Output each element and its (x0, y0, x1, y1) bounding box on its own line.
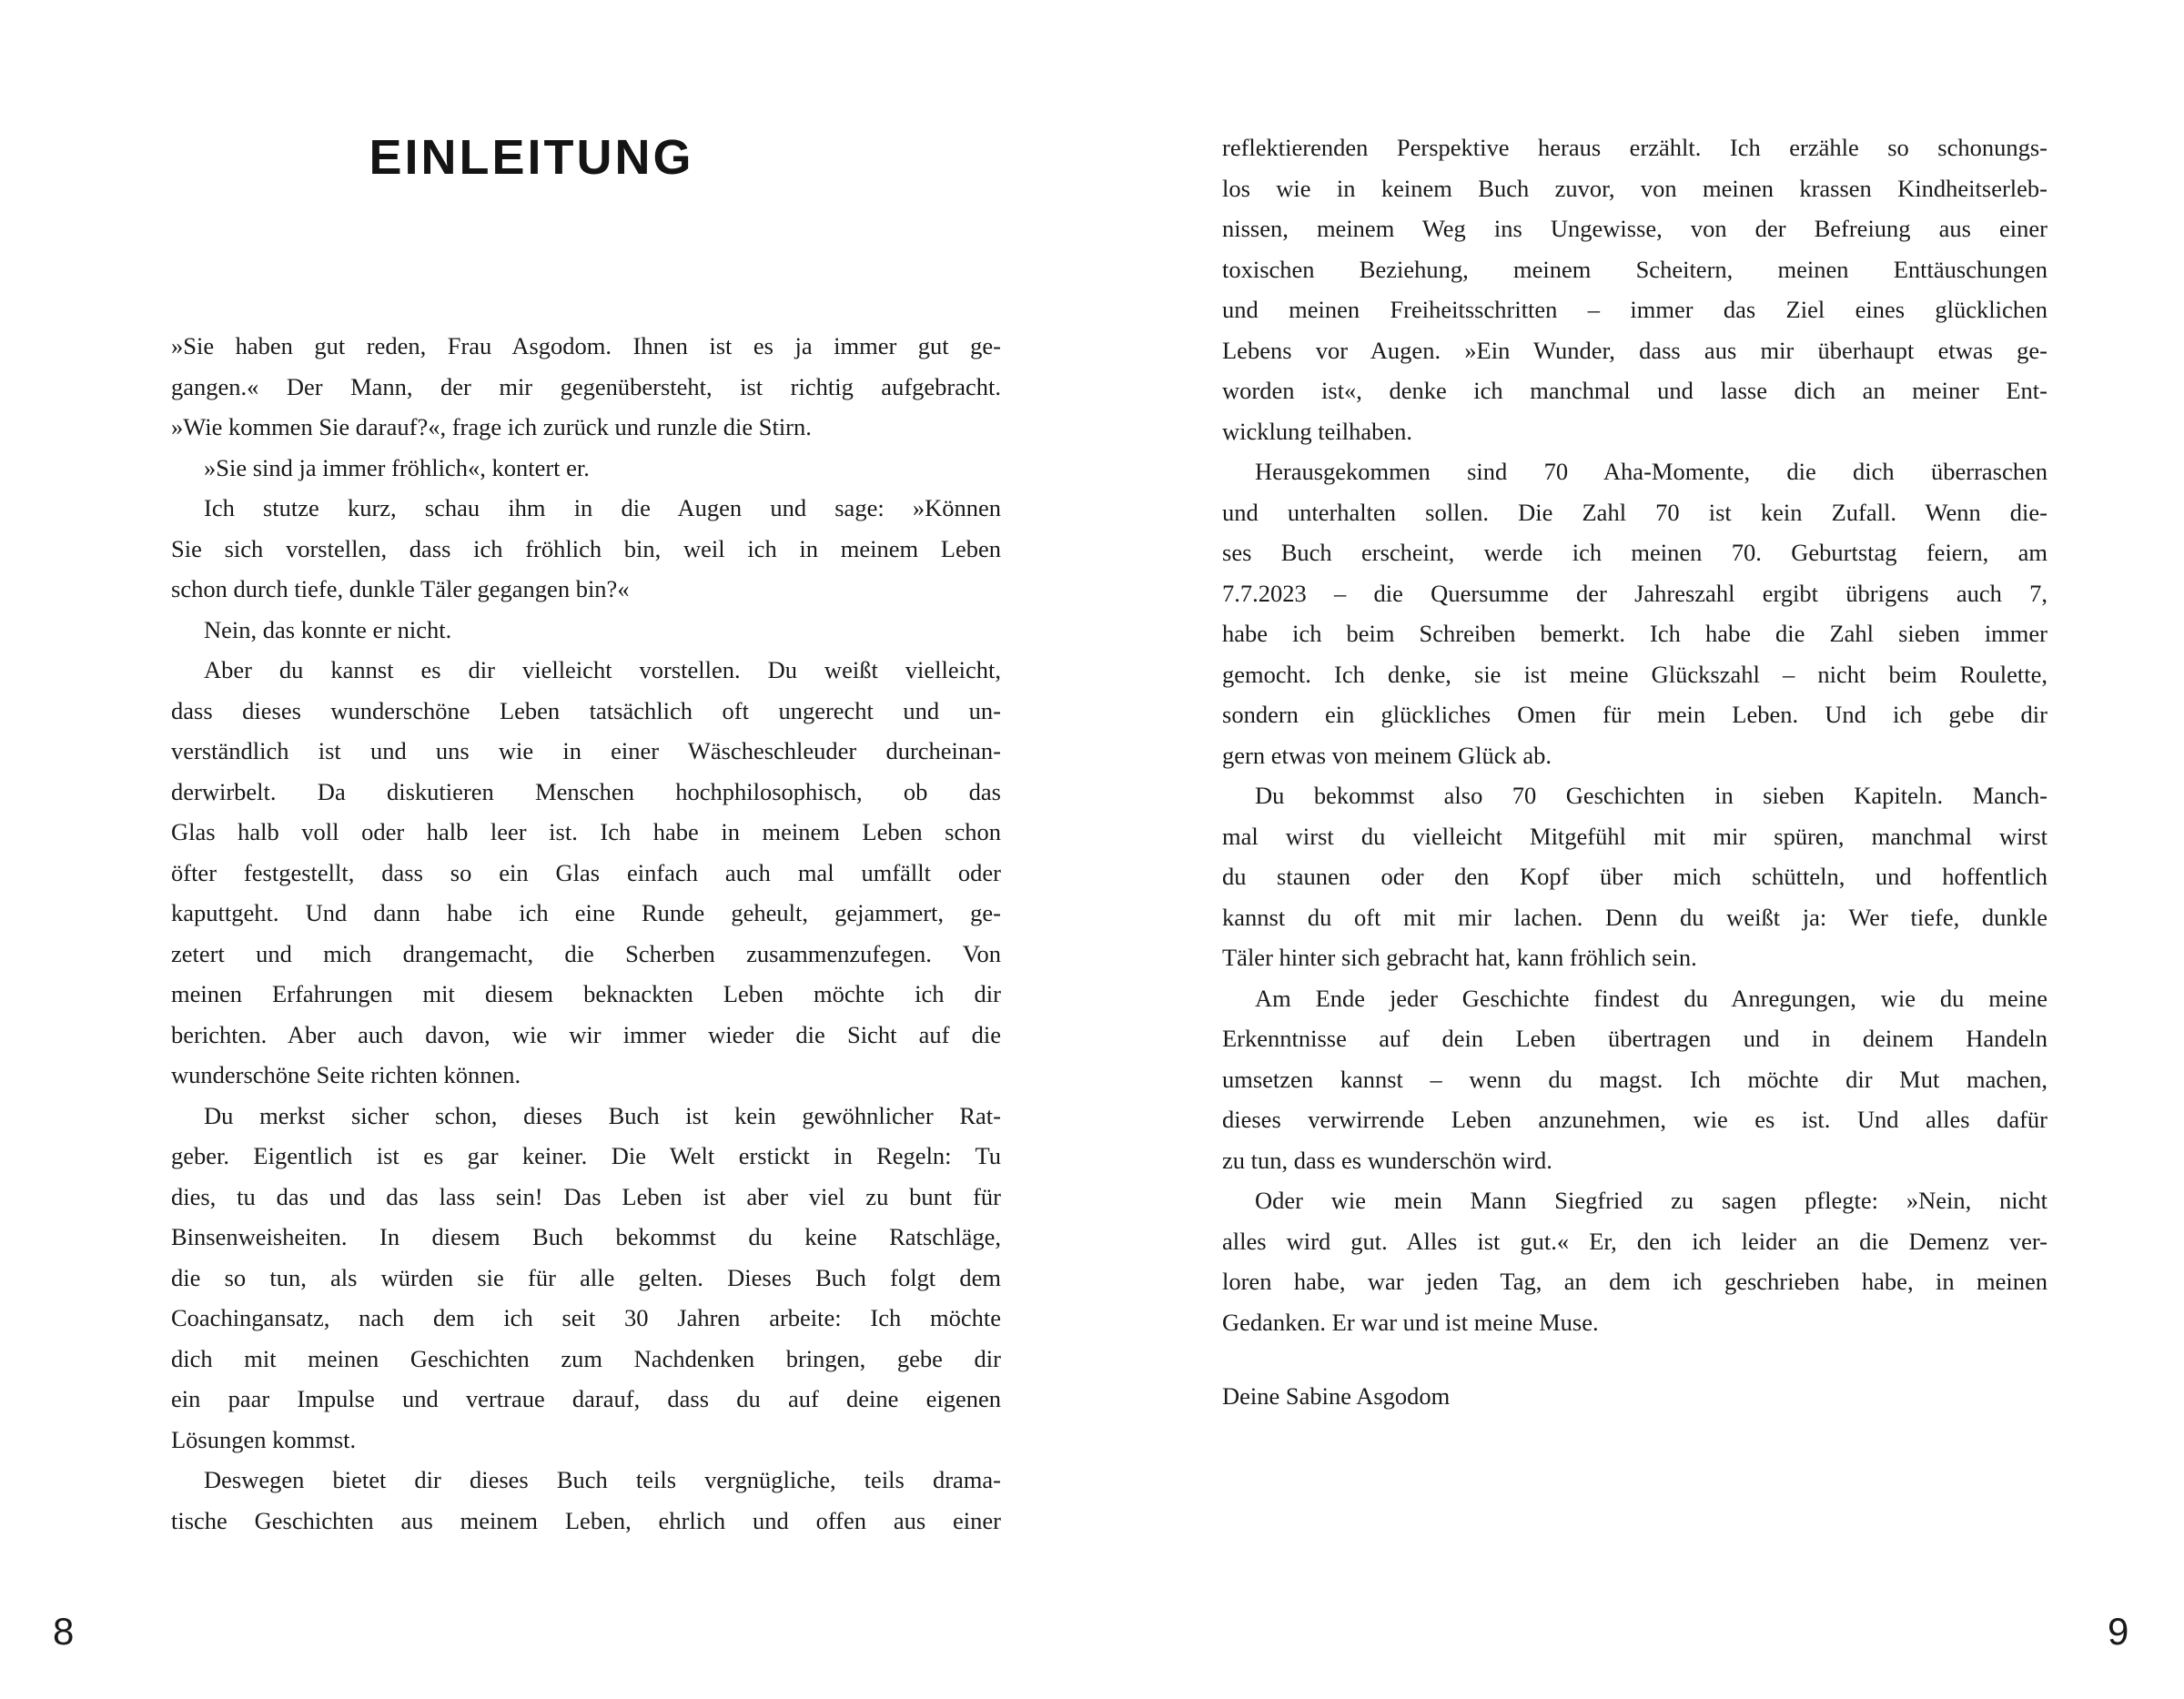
text-line: kaputtgeht. Und dann habe ich eine Runde geheult, gejammert, ge- (171, 899, 1001, 926)
text-line: Täler hinter sich gebracht hat, kann fröhlich sein. (1222, 944, 1697, 971)
paragraph (1222, 775, 2048, 978)
text-line: schon durch tiefe, dunkle Täler gegangen bin?« (171, 575, 630, 602)
text-line: Erkenntnisse auf dein Leben übertragen und in deinem Handeln (1222, 1025, 2048, 1052)
text-line: sondern ein glückliches Omen für mein Leben. Und ich gebe dir (1222, 701, 2048, 728)
text-line: ses Buch erscheint, werde ich meinen 70. Geburtstag feiern, am (1222, 539, 2048, 566)
text-line: »Wie kommen Sie darauf?«, frage ich zurück und runzle die Stirn. (171, 413, 812, 440)
text-line: umsetzen kannst – wenn du magst. Ich möchte dir Mut machen, (1222, 1065, 2048, 1093)
text-line: gern etwas von meinem Glück ab. (1222, 741, 1552, 769)
text-line: alles wird gut. Alles ist gut.« Er, den ich leider an die Demenz ver- (1222, 1227, 2048, 1255)
paragraph (1222, 1180, 2048, 1342)
text-line: berichten. Aber auch davon, wie wir immer wieder die Sicht auf die (171, 1020, 1001, 1048)
text-line: toxischen Beziehung, meinem Scheitern, meinen Enttäuschungen (1222, 255, 2048, 283)
text-line: Nein, das konnte er nicht. (204, 615, 452, 643)
text-line: Glas halb voll oder halb leer ist. Ich habe in meinem Leben schon (171, 818, 1001, 845)
text-line: kannst du oft mit mir lachen. Denn du weißt ja: Wer tiefe, dunkle (1222, 903, 2048, 931)
paragraph (171, 650, 1001, 1096)
text-line: zetert und mich drangemacht, die Scherben zusammenzufegen. Von (171, 939, 1001, 967)
text-line: Du merkst sicher schon, dieses Buch ist kein gewöhnlicher Rat- (204, 1101, 1001, 1129)
chapter-title: EINLEITUNG (369, 130, 694, 185)
text-line: »Sie sind ja immer fröhlich«, kontert er. (204, 453, 590, 481)
text-line: wunderschöne Seite richten können. (171, 1061, 521, 1088)
right-page (1092, 0, 2184, 1699)
left-text-column (171, 326, 1001, 1541)
paragraph (171, 448, 1001, 489)
page-number-left: 8 (53, 1610, 75, 1653)
text-line: reflektierenden Perspektive heraus erzählt. Ich erzähle so schonungs- (1222, 134, 2048, 161)
text-line: habe ich beim Schreiben bemerkt. Ich habe die Zahl sieben immer (1222, 620, 2048, 647)
text-line: tische Geschichten aus meinem Leben, ehrlich und offen aus einer (171, 1506, 1001, 1534)
text-line: mal wirst du vielleicht Mitgefühl mit mir spüren, manchmal wirst (1222, 822, 2048, 850)
right-text-column (1222, 127, 2048, 1342)
paragraph (1222, 451, 2048, 775)
page-number-right: 9 (2108, 1610, 2129, 1653)
text-line: die so tun, als würden sie für alle gelten. Dieses Buch folgt dem (171, 1263, 1001, 1291)
paragraph (171, 1460, 1001, 1541)
text-line: Am Ende jeder Geschichte findest du Anregungen, wie du meine (1255, 984, 2048, 1012)
text-line: Aber du kannst es dir vielleicht vorstellen. Du weißt vielleicht, (204, 656, 1001, 683)
text-line: wicklung teilhaben. (1222, 417, 1412, 445)
text-line: Herausgekommen sind 70 Aha-Momente, die dich überraschen (1255, 458, 2048, 485)
paragraph (171, 1096, 1001, 1461)
text-line: du staunen oder den Kopf über mich schütteln, und hoffentlich (1222, 863, 2048, 890)
text-line: loren habe, war jeden Tag, an dem ich geschrieben habe, in meinen (1222, 1268, 2048, 1295)
paragraph (171, 326, 1001, 448)
text-line: und unterhalten sollen. Die Zahl 70 ist kein Zufall. Wenn die- (1222, 498, 2048, 526)
text-line: gangen.« Der Mann, der mir gegenübersteht, ist richtig aufgebracht. (171, 372, 1001, 400)
text-line: öfter festgestellt, dass so ein Glas einfach auch mal umfällt oder (171, 858, 1001, 886)
text-line: Du bekommst also 70 Geschichten in sieben Kapiteln. Manch- (1255, 782, 2048, 809)
paragraph (1222, 127, 2048, 451)
text-line: Gedanken. Er war und ist meine Muse. (1222, 1308, 1599, 1336)
text-line: Deswegen bietet dir dieses Buch teils vergnügliche, teils drama- (204, 1466, 1001, 1493)
text-line: zu tun, dass es wunderschön wird. (1222, 1146, 1552, 1174)
text-line: derwirbelt. Da diskutieren Menschen hochphilosophisch, ob das (171, 777, 1001, 805)
text-line: »Sie haben gut reden, Frau Asgodom. Ihnen ist es ja immer gut ge- (171, 332, 1001, 359)
paragraph (171, 610, 1001, 651)
text-line: meinen Erfahrungen mit diesem beknackten Leben möchte ich dir (171, 980, 1001, 1007)
text-line: Oder wie mein Mann Siegfried zu sagen pflegte: »Nein, nicht (1255, 1187, 2048, 1214)
signature: Deine Sabine Asgodom (1222, 1382, 1451, 1410)
paragraph (1222, 978, 2048, 1181)
text-line: Coachingansatz, nach dem ich seit 30 Jahren arbeite: Ich möchte (171, 1304, 1001, 1331)
text-line: geber. Eigentlich ist es gar keiner. Die Welt erstickt in Regeln: Tu (171, 1142, 1001, 1169)
text-line: ein paar Impulse und vertraue darauf, dass du auf deine eigenen (171, 1385, 1001, 1412)
text-line: dies, tu das und das lass sein! Das Leben ist aber viel zu bunt für (171, 1182, 1001, 1210)
text-line: Sie sich vorstellen, dass ich fröhlich bin, weil ich in meinem Leben (171, 534, 1001, 562)
text-line: dass dieses wunderschöne Leben tatsächlich oft ungerecht und un- (171, 696, 1001, 724)
text-line: und meinen Freiheitsschritten – immer das Ziel eines glücklichen (1222, 296, 2048, 323)
text-line: Lebens vor Augen. »Ein Wunder, dass aus mir überhaupt etwas ge- (1222, 336, 2048, 364)
text-line: Binsenweisheiten. In diesem Buch bekommst du keine Ratschläge, (171, 1223, 1001, 1250)
paragraph (171, 488, 1001, 610)
text-line: nissen, meinem Weg ins Ungewisse, von der Befreiung aus einer (1222, 215, 2048, 242)
text-line: worden ist«, denke ich manchmal und lasse dich an meiner Ent- (1222, 377, 2048, 404)
text-line: dich mit meinen Geschichten zum Nachdenken bringen, gebe dir (171, 1344, 1001, 1372)
text-line: Lösungen kommst. (171, 1425, 357, 1453)
text-line: los wie in keinem Buch zuvor, von meinen krassen Kindheitserleb- (1222, 174, 2048, 202)
text-line: verständlich ist und uns wie in einer Wäscheschleuder durcheinan- (171, 737, 1001, 764)
text-line: dieses verwirrende Leben anzunehmen, wie es ist. Und alles dafür (1222, 1106, 2048, 1133)
text-line: 7.7.2023 – die Quersumme der Jahreszahl ergibt übrigens auch 7, (1222, 579, 2048, 607)
text-line: Ich stutze kurz, schau ihm in die Augen und sage: »Können (204, 494, 1001, 521)
text-line: gemocht. Ich denke, sie ist meine Glückszahl – nicht beim Roulette, (1222, 660, 2048, 688)
